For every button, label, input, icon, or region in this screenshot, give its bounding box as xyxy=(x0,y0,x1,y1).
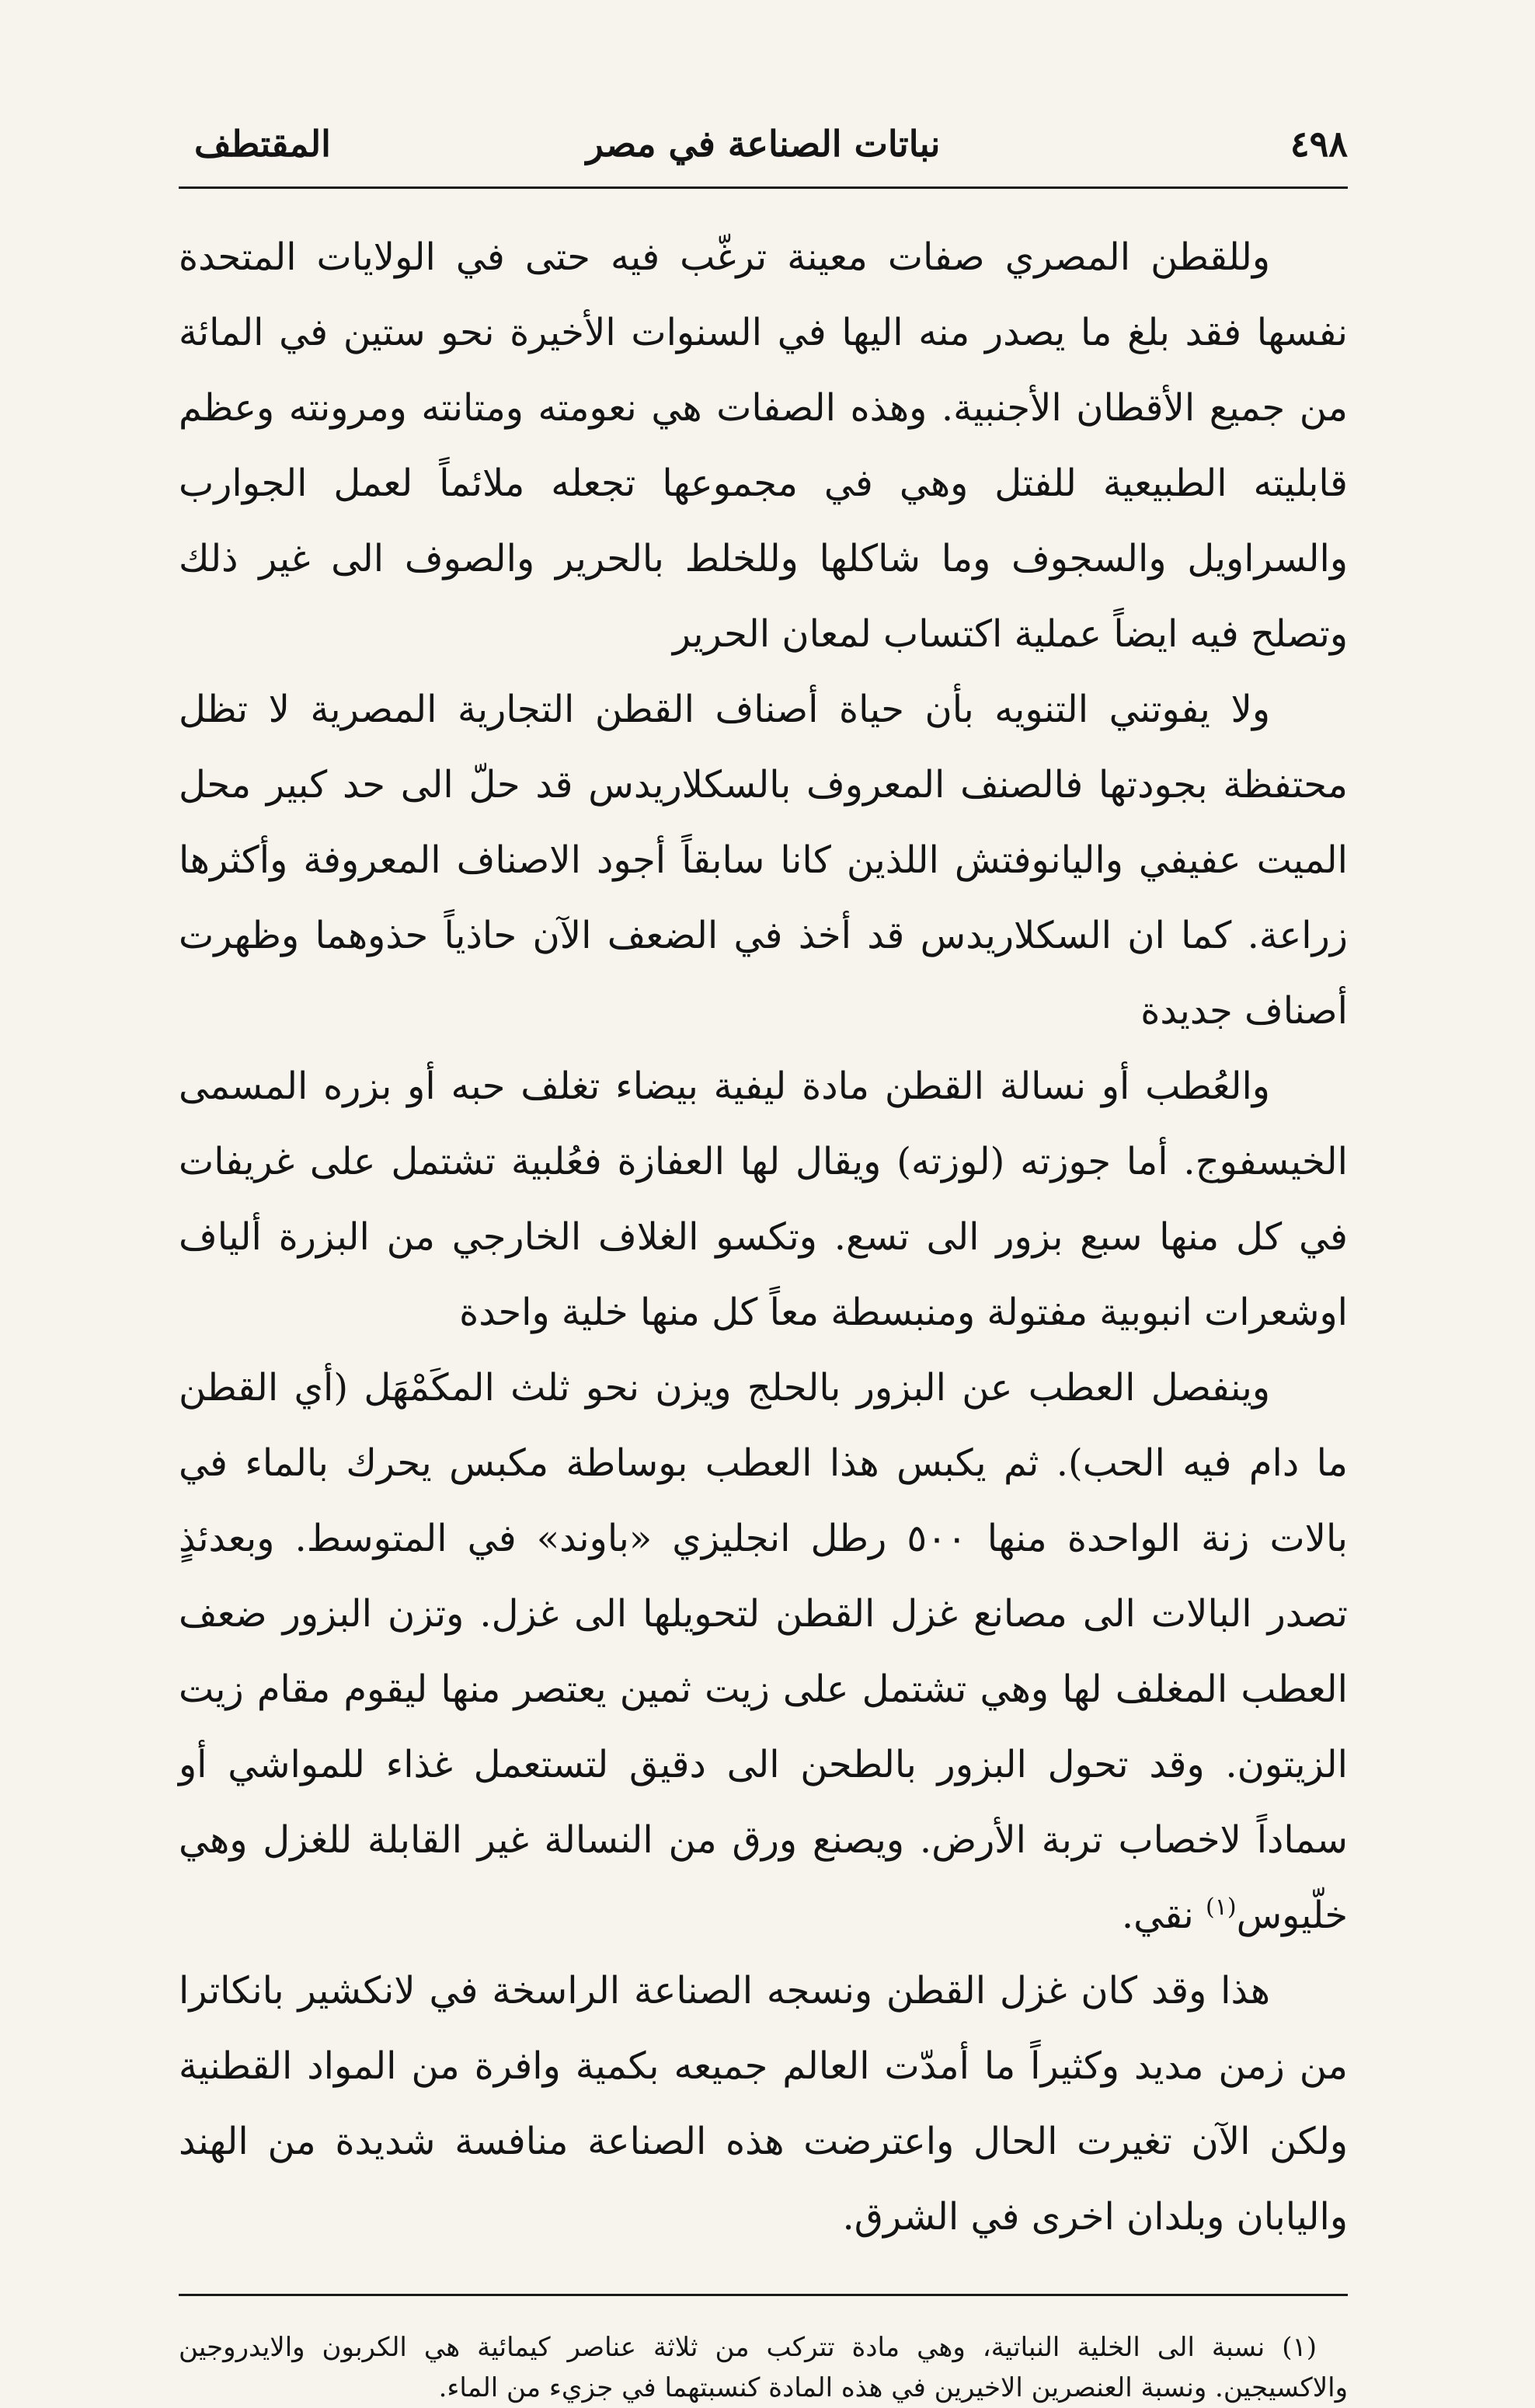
paragraph-4-text: وينفصل العطب عن البزور بالحلج ويزن نحو ثلث المكَمْهَل (أي القطن ما دام فيه الحب). ثم يكبس هذا العطب بوساطة مكبس يحرك بالماء في بالات زنة الواحدة منها ٥٠٠ رطل انجليزي «باوند» في المتوسط. وبعدئذٍ تصدر البالات الى مصانع غزل القطن لتحويلها الى غزل. وتزن البزور ضعف العطب المغلف لها وهي تشتمل على زيت ثمين يعتصر منها ليقوم مقام زيت الزيتون. وقد تحول البزور بالطحن الى دقيق لتستعمل غذاء للمواشي أو سماداً لاخصاب تربة الأرض. ويصنع ورق من النسالة غير القابلة للغزل وهي خلّيوس xyxy=(179,1366,1348,1937)
article-body xyxy=(179,220,1348,2255)
paragraph-5: هذا وقد كان غزل القطن ونسجه الصناعة الراسخة في لانكشير بانكاترا من زمن مديد وكثيراً ما أمدّت العالم جميعه بكمية وافرة من المواد القطنية ولكن الآن تغيرت الحال واعترضت هذه الصناعة منافسة شديدة من الهند واليابان وبلدان اخرى في الشرق. xyxy=(179,1969,1348,2239)
page-number: ٤٩٨ xyxy=(1290,123,1348,165)
paragraph-1: وللقطن المصري صفات معينة ترغّب فيه حتى في الولايات المتحدة نفسها فقد بلغ ما يصدر منه اليها في السنوات الأخيرة نحو ستين في المائة من جميع الأقطان الأجنبية. وهذه الصفات هي نعومته ومتانته ومرونته وعظم قابليته الطبيعية للفتل وهي في مجموعها تجعله ملائماً لعمل الجوارب والسراويل والسجوف وما شاكلها وللخلط بالحرير والصوف الى غير ذلك وتصلح فيه ايضاً عملية اكتساب لمعان الحرير xyxy=(179,235,1349,656)
running-header xyxy=(179,117,1348,179)
journal-name: المقتطف xyxy=(194,123,331,165)
document-page xyxy=(179,117,1349,2403)
paragraph-2: ولا يفوتني التنويه بأن حياة أصناف القطن التجارية المصرية لا تظل محتفظة بجودتها فالصنف المعروف بالسكلاريدس قد حلّ الى حد كبير محل الميت عفيفي واليانوفتش اللذين كانا سابقاً أجود الاصناف المعروفة وأكثرها زراعة. كما ان السكلاريدس قد أخذ في الضعف الآن حاذياً حذوهما وظهرت أصناف جديدة xyxy=(179,688,1348,1033)
footnote-text: (١) نسبة الى الخلية النباتية، وهي مادة تتركب من ثلاثة عناصر كيمائية هي الكربون والايدروجين والاكسيجين. ونسبة العنصرين الاخيرين في هذه المادة كنسبتهما في جزيء من الماء. xyxy=(179,2332,1348,2403)
paragraph-4 xyxy=(179,1350,1348,1953)
footnote-rule xyxy=(179,2294,1348,2296)
footnote xyxy=(179,2327,1348,2408)
running-title: نباتات الصناعة في مصر xyxy=(586,123,941,165)
header-rule xyxy=(179,186,1348,189)
paragraph-3: والعُطب أو نسالة القطن مادة ليفية بيضاء تغلف حبه أو بزره المسمى الخيسفوج. أما جوزته (لوزته) ويقال لها العفازة فعُلبية تشتمل على غريفات في كل منها سبع بزور الى تسع. وتكسو الغلاف الخارجي من البزرة ألياف اوشعرات انبوبية مفتولة ومنبسطة معاً كل منها خلية واحدة xyxy=(179,1065,1348,1334)
footnote-reference: (١) xyxy=(1206,1894,1237,1921)
paragraph-4-tail: نقي. xyxy=(1121,1894,1194,1937)
